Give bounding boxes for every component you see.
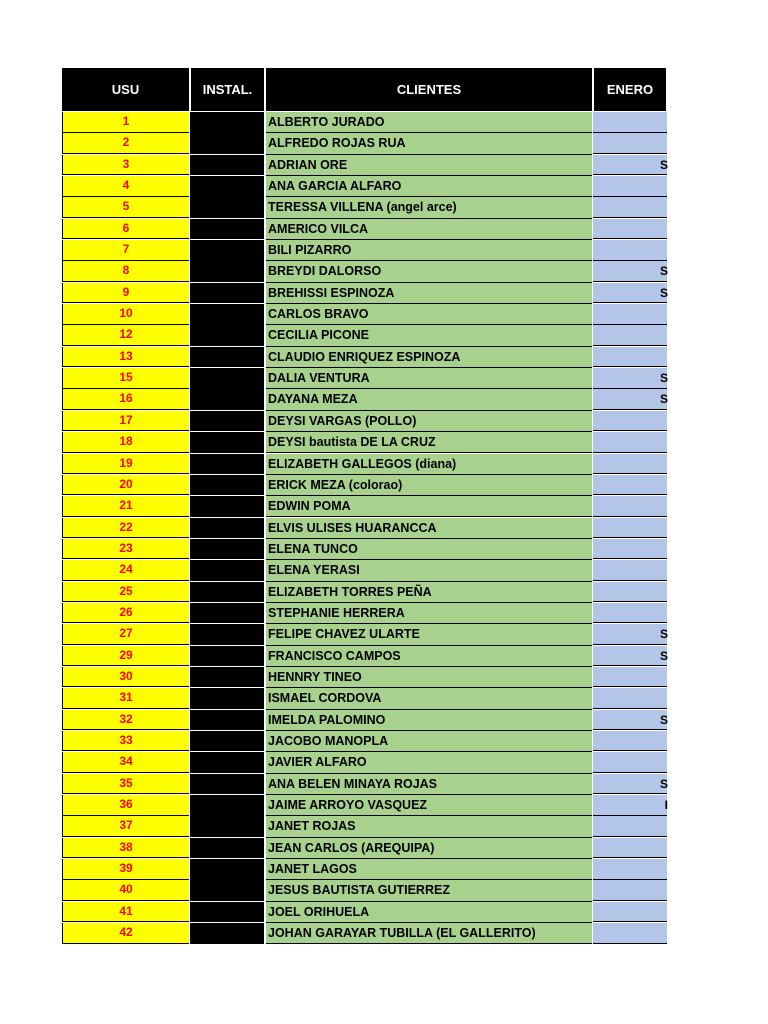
cell-usu[interactable]: 38 (62, 838, 189, 859)
cell-enero-value: S (659, 648, 668, 663)
cell-usu[interactable]: 5 (62, 197, 189, 218)
cell-instal[interactable] (190, 859, 264, 880)
cell-cliente[interactable]: FRANCISCO CAMPOS (266, 646, 592, 667)
cell-instal[interactable] (190, 133, 264, 154)
cell-instal[interactable] (190, 646, 264, 667)
table-row (62, 902, 668, 923)
cell-instal[interactable] (190, 923, 264, 944)
cell-instal[interactable] (190, 347, 264, 368)
cell-cliente[interactable]: IMELDA PALOMINO (266, 710, 592, 731)
cell-enero-value: S (659, 627, 668, 642)
cell-cliente[interactable]: JESUS BAUTISTA GUTIERREZ (266, 880, 592, 901)
cell-cliente[interactable]: ELENA TUNCO (266, 539, 592, 560)
cell-enero[interactable] (593, 454, 667, 475)
table-row (62, 560, 668, 581)
cell-cliente[interactable]: ADRIAN ORE (266, 155, 592, 176)
cell-enero[interactable] (593, 432, 667, 453)
cell-usu[interactable]: 41 (62, 902, 189, 923)
cell-usu[interactable]: 30 (62, 667, 189, 688)
cell-enero[interactable] (593, 752, 667, 773)
table-row (62, 838, 668, 859)
table-row (62, 795, 668, 816)
cell-enero[interactable] (593, 496, 667, 517)
cell-enero-value: S (659, 776, 668, 791)
cell-cliente[interactable]: HENNRY TINEO (266, 667, 592, 688)
cell-usu[interactable]: 36 (62, 795, 189, 816)
cell-enero-value: S (659, 285, 668, 300)
cell-usu[interactable]: 31 (62, 688, 189, 709)
table-body (62, 112, 668, 944)
cell-enero[interactable] (593, 816, 667, 837)
table-row (62, 667, 668, 688)
table-row (62, 582, 668, 603)
cell-enero[interactable] (593, 859, 667, 880)
cell-enero[interactable] (593, 411, 667, 432)
cell-instal[interactable] (190, 731, 264, 752)
cell-instal[interactable] (190, 454, 264, 475)
cell-usu[interactable]: 37 (62, 816, 189, 837)
cell-enero[interactable] (593, 325, 667, 346)
cell-cliente[interactable]: ERICK MEZA (colorao) (266, 475, 592, 496)
cell-cliente[interactable]: DAYANA MEZA (266, 389, 592, 410)
cell-instal[interactable] (190, 155, 264, 176)
cell-instal[interactable] (190, 582, 264, 603)
cell-cliente[interactable]: DEYSI VARGAS (POLLO) (266, 411, 592, 432)
cell-enero-value: S (659, 371, 668, 386)
cell-enero[interactable] (593, 774, 667, 795)
cell-instal[interactable] (190, 838, 264, 859)
cell-cliente[interactable]: AMERICO VILCA (266, 219, 592, 240)
cell-cliente[interactable]: DALIA VENTURA (266, 368, 592, 389)
cell-usu[interactable]: 34 (62, 752, 189, 773)
cell-usu[interactable]: 7 (62, 240, 189, 261)
cell-enero[interactable] (593, 688, 667, 709)
cell-instal[interactable] (190, 560, 264, 581)
cell-usu[interactable]: 8 (62, 261, 189, 282)
table-row (62, 432, 668, 453)
table-row (62, 496, 668, 517)
cell-usu[interactable]: 19 (62, 454, 189, 475)
cell-usu[interactable]: 22 (62, 518, 189, 539)
cell-cliente[interactable]: ELIZABETH TORRES PEÑA (266, 582, 592, 603)
cell-instal[interactable] (190, 197, 264, 218)
cell-enero[interactable] (593, 283, 667, 304)
cell-instal[interactable] (190, 667, 264, 688)
cell-usu[interactable]: 35 (62, 774, 189, 795)
cell-cliente[interactable]: ALFREDO ROJAS RUA (266, 133, 592, 154)
cell-instal[interactable] (190, 902, 264, 923)
table-row (62, 710, 668, 731)
cell-enero[interactable] (593, 923, 667, 944)
cell-cliente[interactable]: ELIZABETH GALLEGOS (diana) (266, 454, 592, 475)
cell-enero[interactable] (593, 902, 667, 923)
cell-instal[interactable] (190, 389, 264, 410)
cell-cliente[interactable]: ANA GARCIA ALFARO (266, 176, 592, 197)
cell-instal[interactable] (190, 261, 264, 282)
table-row (62, 219, 668, 240)
cell-instal[interactable] (190, 518, 264, 539)
table-row (62, 688, 668, 709)
cell-cliente[interactable]: ALBERTO JURADO (266, 112, 592, 133)
cell-instal[interactable] (190, 752, 264, 773)
cell-enero[interactable] (593, 838, 667, 859)
cell-usu[interactable]: 40 (62, 880, 189, 901)
cell-enero[interactable] (593, 560, 667, 581)
cell-usu[interactable]: 4 (62, 176, 189, 197)
table-row (62, 646, 668, 667)
cell-enero[interactable] (593, 240, 667, 261)
cell-cliente[interactable]: STEPHANIE HERRERA (266, 603, 592, 624)
table-row (62, 325, 668, 346)
cell-usu[interactable]: 39 (62, 859, 189, 880)
cell-enero[interactable] (593, 475, 667, 496)
table-row (62, 112, 668, 133)
cell-cliente[interactable]: JANET LAGOS (266, 859, 592, 880)
cell-enero[interactable] (593, 582, 667, 603)
cell-usu[interactable]: 18 (62, 432, 189, 453)
cell-enero[interactable] (593, 795, 667, 816)
cell-instal[interactable] (190, 496, 264, 517)
cell-cliente[interactable]: ELENA YERASI (266, 560, 592, 581)
table-row (62, 176, 668, 197)
cell-usu[interactable]: 23 (62, 539, 189, 560)
cell-enero[interactable] (593, 133, 667, 154)
cell-enero[interactable] (593, 112, 667, 133)
cell-enero[interactable] (593, 347, 667, 368)
cell-enero[interactable] (593, 304, 667, 325)
cell-enero[interactable] (593, 219, 667, 240)
cell-instal[interactable] (190, 304, 264, 325)
cell-usu[interactable]: 13 (62, 347, 189, 368)
cell-cliente[interactable]: JANET ROJAS (266, 816, 592, 837)
cell-enero[interactable] (593, 261, 667, 282)
cell-usu[interactable]: 26 (62, 603, 189, 624)
cell-instal[interactable] (190, 411, 264, 432)
cell-instal[interactable] (190, 432, 264, 453)
cell-usu[interactable]: 21 (62, 496, 189, 517)
cell-instal[interactable] (190, 368, 264, 389)
table-row (62, 133, 668, 154)
cell-instal[interactable] (190, 774, 264, 795)
cell-cliente[interactable]: JOEL ORIHUELA (266, 902, 592, 923)
table-row (62, 518, 668, 539)
cell-enero-value: S (659, 264, 668, 279)
table-row (62, 816, 668, 837)
cell-instal[interactable] (190, 710, 264, 731)
cell-cliente[interactable]: JACOBO MANOPLA (266, 731, 592, 752)
cell-cliente[interactable]: BREYDI DALORSO (266, 261, 592, 282)
cell-enero-value: S (659, 712, 668, 727)
cell-usu[interactable]: 10 (62, 304, 189, 325)
cell-instal[interactable] (190, 240, 264, 261)
cell-usu[interactable]: 29 (62, 646, 189, 667)
cell-enero[interactable] (593, 197, 667, 218)
cell-enero[interactable] (593, 710, 667, 731)
cell-instal[interactable] (190, 219, 264, 240)
cell-cliente[interactable]: JEAN CARLOS (AREQUIPA) (266, 838, 592, 859)
table-row (62, 731, 668, 752)
cell-cliente[interactable]: FELIPE CHAVEZ ULARTE (266, 624, 592, 645)
table-row (62, 347, 668, 368)
cell-enero[interactable] (593, 368, 667, 389)
cell-enero[interactable] (593, 389, 667, 410)
cell-usu[interactable]: 25 (62, 582, 189, 603)
table-row (62, 923, 668, 944)
cell-enero[interactable] (593, 155, 667, 176)
table-row (62, 454, 668, 475)
cell-usu[interactable]: 3 (62, 155, 189, 176)
header-instal[interactable]: INSTAL. (191, 68, 264, 111)
cell-instal[interactable] (190, 112, 264, 133)
cell-usu[interactable]: 27 (62, 624, 189, 645)
cell-instal[interactable] (190, 880, 264, 901)
cell-usu[interactable]: 20 (62, 475, 189, 496)
cell-enero[interactable] (593, 539, 667, 560)
table-row (62, 752, 668, 773)
cell-usu[interactable]: 15 (62, 368, 189, 389)
cell-usu[interactable]: 17 (62, 411, 189, 432)
table-row (62, 603, 668, 624)
header-enero[interactable]: ENERO (594, 68, 666, 111)
cell-cliente[interactable]: ELVIS ULISES HUARANCCA (266, 518, 592, 539)
cell-enero-value: S (659, 157, 668, 172)
cell-cliente[interactable]: DEYSI bautista DE LA CRUZ (266, 432, 592, 453)
header-clientes[interactable]: CLIENTES (266, 68, 592, 111)
cell-usu[interactable]: 6 (62, 219, 189, 240)
cell-cliente[interactable]: ANA BELEN MINAYA ROJAS (266, 774, 592, 795)
cell-cliente[interactable]: JOHAN GARAYAR TUBILLA (EL GALLERITO) (266, 923, 592, 944)
table-row (62, 261, 668, 282)
table-row (62, 389, 668, 410)
cell-instal[interactable] (190, 624, 264, 645)
table-row (62, 774, 668, 795)
cell-instal[interactable] (190, 539, 264, 560)
cell-instal[interactable] (190, 325, 264, 346)
cell-cliente[interactable]: JAVIER ALFARO (266, 752, 592, 773)
cell-cliente[interactable]: JAIME ARROYO VASQUEZ (266, 795, 592, 816)
cell-enero-value: S (659, 392, 668, 407)
cell-usu[interactable]: 2 (62, 133, 189, 154)
table-row (62, 304, 668, 325)
cell-instal[interactable] (190, 688, 264, 709)
cell-enero-value: I (664, 798, 668, 812)
cell-usu[interactable]: 16 (62, 389, 189, 410)
table-row (62, 283, 668, 304)
cell-enero[interactable] (593, 731, 667, 752)
cell-usu[interactable]: 32 (62, 710, 189, 731)
table-row (62, 411, 668, 432)
cell-instal[interactable] (190, 816, 264, 837)
cell-cliente[interactable]: CECILIA PICONE (266, 325, 592, 346)
cell-enero[interactable] (593, 646, 667, 667)
table-row (62, 155, 668, 176)
header-usu[interactable]: USU (62, 68, 189, 111)
table-row (62, 240, 668, 261)
table-row (62, 475, 668, 496)
cell-instal[interactable] (190, 603, 264, 624)
cell-cliente[interactable]: ISMAEL CORDOVA (266, 688, 592, 709)
table-row (62, 624, 668, 645)
cell-instal[interactable] (190, 176, 264, 197)
cell-cliente[interactable]: CLAUDIO ENRIQUEZ ESPINOZA (266, 347, 592, 368)
table-row (62, 197, 668, 218)
cell-enero[interactable] (593, 603, 667, 624)
table-row (62, 368, 668, 389)
cell-enero[interactable] (593, 624, 667, 645)
cell-enero[interactable] (593, 880, 667, 901)
cell-cliente[interactable]: EDWIN POMA (266, 496, 592, 517)
cell-usu[interactable]: 33 (62, 731, 189, 752)
cell-usu[interactable]: 42 (62, 923, 189, 944)
table-row (62, 539, 668, 560)
cell-usu[interactable]: 12 (62, 325, 189, 346)
cell-cliente[interactable]: CARLOS BRAVO (266, 304, 592, 325)
cell-instal[interactable] (190, 475, 264, 496)
cell-cliente[interactable]: BILI PIZARRO (266, 240, 592, 261)
cell-enero[interactable] (593, 176, 667, 197)
table-row (62, 859, 668, 880)
table-row (62, 880, 668, 901)
cell-enero[interactable] (593, 518, 667, 539)
cell-cliente[interactable]: TERESSA VILLENA (angel arce) (266, 197, 592, 218)
cell-usu[interactable]: 9 (62, 283, 189, 304)
cell-cliente[interactable]: BREHISSI ESPINOZA (266, 283, 592, 304)
cell-usu[interactable]: 1 (62, 112, 189, 133)
cell-instal[interactable] (190, 283, 264, 304)
cell-enero[interactable] (593, 667, 667, 688)
cell-instal[interactable] (190, 795, 264, 816)
cell-usu[interactable]: 24 (62, 560, 189, 581)
